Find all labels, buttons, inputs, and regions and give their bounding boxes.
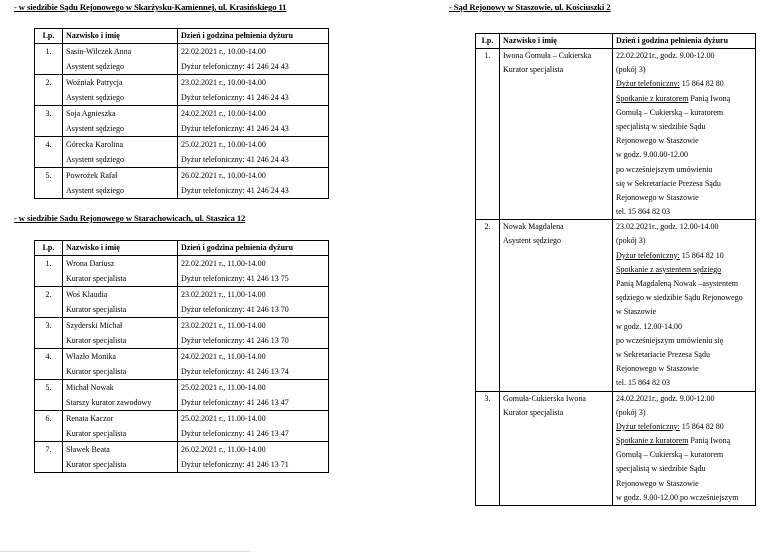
duty-line-text: sędziego w siedzibie Sądu Rejonowego — [616, 293, 743, 303]
person-cell — [63, 318, 178, 349]
duty-line-underlined: Dyżur telefoniczny: — [616, 79, 680, 89]
duty-line-text: 15 864 82 10 — [679, 250, 724, 260]
header-name: Nazwisko i imię — [63, 29, 178, 44]
person-role: Asystent sędziego — [66, 62, 124, 71]
duty-phone: Dyżur telefoniczny: 41 246 24 43 — [181, 93, 289, 102]
section-title-starachowice: - w siedzibie Sadu Rejonowego w Starachowicach, ul. Staszica 12 — [14, 213, 246, 223]
person-name: Soja Agnieszka — [66, 109, 116, 118]
duty-line-text: 24.02.2021r., godz. 9.00-12.00 — [616, 393, 715, 403]
duty-line-text: Panią Iwoną — [688, 436, 731, 446]
person-role: Asystent sędziego — [66, 186, 124, 195]
duty-line — [616, 291, 752, 305]
duty-line — [616, 477, 752, 491]
duty-phone: Dyżur telefoniczny: 41 246 13 47 — [181, 398, 289, 407]
person-name: Górecka Karolina — [66, 140, 124, 149]
duty-line — [616, 205, 752, 219]
duty-phone: Dyżur telefoniczny: 41 246 13 70 — [181, 336, 289, 345]
duty-cell — [178, 106, 329, 137]
table-row — [476, 391, 756, 506]
duty-line-text: po wcześniejszym umówieniu — [616, 164, 713, 174]
duty-date: 26.02.2021 r., 11.00-14.00 — [181, 445, 266, 454]
table-row — [35, 411, 329, 442]
duty-line — [616, 420, 752, 434]
row-number: 4. — [35, 137, 63, 168]
person-cell — [63, 106, 178, 137]
person-name: Gomuła-Cukierska Iwona — [503, 393, 586, 403]
row-number: 1. — [35, 256, 63, 287]
duty-date: 23.02.2021 r., 10.00-14.00 — [181, 78, 266, 87]
row-number: 5. — [35, 168, 63, 199]
duty-date: 25.02.2021 r., 11.00-14.00 — [181, 414, 266, 423]
duty-line — [616, 120, 752, 134]
table-row — [35, 137, 329, 168]
header-name: Nazwisko i imię — [500, 34, 613, 49]
header-lp: Lp. — [35, 241, 63, 256]
duty-line-text: tel. 15 864 82 03 — [616, 378, 670, 388]
duty-line — [616, 406, 752, 420]
duty-line-underlined: Spotkanie z asystentem sędziego — [616, 264, 722, 274]
row-number: 7. — [35, 442, 63, 473]
duty-line-text: w Sekretariacie Prezesa Sądu — [616, 349, 710, 359]
duty-phone: Dyżur telefoniczny: 41 246 24 43 — [181, 155, 289, 164]
duty-cell — [178, 44, 329, 75]
duty-cell — [613, 49, 756, 220]
duty-date: 26.02.2021 r., 10.00-14.00 — [181, 171, 266, 180]
duty-line-text: Gomułą – Cukierską – kuratorem — [616, 107, 724, 117]
person-cell — [63, 287, 178, 318]
duty-line — [616, 92, 752, 106]
person-role: Starszy kurator zawodowy — [66, 398, 152, 407]
header-lp: Lp. — [476, 34, 500, 49]
duty-cell — [178, 380, 329, 411]
duty-line-underlined: Dyżur telefoniczny: — [616, 421, 680, 431]
duty-line — [616, 191, 752, 205]
duty-date: 25.02.2021 r., 11.00-14.00 — [181, 383, 266, 392]
duty-line-text: (pokój 3) — [616, 236, 646, 246]
duty-date: 24.02.2021 r., 10.00-14.00 — [181, 109, 266, 118]
duty-line — [616, 134, 752, 148]
row-number: 2. — [35, 287, 63, 318]
duty-line — [616, 392, 752, 406]
duty-phone: Dyżur telefoniczny: 41 246 24 43 — [181, 62, 289, 71]
person-name: Woś Klaudia — [66, 290, 108, 299]
person-role: Kurator specjalista — [66, 336, 127, 345]
duty-cell — [178, 318, 329, 349]
header-duty: Dzień i godzina pełnienia dyżuru — [613, 34, 756, 49]
duty-phone: Dyżur telefoniczny: 41 246 24 43 — [181, 124, 289, 133]
duty-date: 23.02.2021 r., 11.00-14.00 — [181, 321, 266, 330]
person-name: Michał Nowak — [66, 383, 114, 392]
table-row — [35, 75, 329, 106]
table-row — [35, 44, 329, 75]
duty-line — [616, 320, 752, 334]
duty-line-text: (pokój 3) — [616, 407, 646, 417]
duty-cell — [178, 256, 329, 287]
person-role: Kurator specjalista — [66, 367, 127, 376]
table-row — [35, 349, 329, 380]
table-row — [35, 380, 329, 411]
row-number: 4. — [35, 349, 63, 380]
duty-line-text: specjalistą w siedzibie Sądu — [616, 464, 706, 474]
row-number: 2. — [476, 220, 500, 391]
duty-cell — [178, 442, 329, 473]
duty-line-text: (pokój 3) — [616, 65, 646, 75]
duty-phone: Dyżur telefoniczny: 41 246 24 43 — [181, 186, 289, 195]
row-number: 2. — [35, 75, 63, 106]
person-role: Asystent sędziego — [66, 155, 124, 164]
duty-line — [616, 305, 752, 319]
duty-line — [616, 249, 752, 263]
person-name: Włazło Monika — [66, 352, 116, 361]
duty-date: 25.02.2021 r., 10.00-14.00 — [181, 140, 266, 149]
duty-date: 23.02.2021 r., 11.00-14.00 — [181, 290, 266, 299]
duty-line-text: 15 864 82 80 — [679, 421, 724, 431]
duty-cell — [613, 220, 756, 391]
duty-line — [616, 362, 752, 376]
person-cell — [63, 137, 178, 168]
section-title-skarzysko: - w siedzibie Sądu Rejonowego w Skarżysku-Kamiennej, ul. Krasińskiego 11 — [14, 2, 287, 12]
row-number: 5. — [35, 380, 63, 411]
person-role: Kurator specjalista — [66, 460, 127, 469]
duty-line — [616, 106, 752, 120]
duty-line-underlined: Dyżur telefoniczny: — [616, 250, 680, 260]
row-number: 6. — [35, 411, 63, 442]
duty-line-text: Rejonowego w Staszowie — [616, 364, 699, 374]
person-cell — [63, 168, 178, 199]
duty-phone: Dyżur telefoniczny: 41 246 13 75 — [181, 274, 289, 283]
duty-cell — [178, 168, 329, 199]
duty-phone: Dyżur telefoniczny: 41 246 13 70 — [181, 305, 289, 314]
duty-line-text: Rejonowego w Staszowie — [616, 192, 699, 202]
person-cell — [500, 391, 613, 506]
duty-line-text: się w Sekretariacie Prezesa Sądu — [616, 178, 721, 188]
table-row — [35, 256, 329, 287]
person-cell — [500, 220, 613, 391]
table-row — [35, 442, 329, 473]
section-title-staszow: - Sąd Rejonowy w Staszowie, ul. Kościuszki 2 — [449, 2, 611, 12]
person-role: Kurator specjalista — [503, 65, 564, 75]
duty-cell — [178, 137, 329, 168]
header-name: Nazwisko i imię — [63, 241, 178, 256]
duty-line-text: 15 864 82 80 — [679, 79, 724, 89]
duty-line — [616, 491, 752, 505]
header-lp: Lp. — [35, 29, 63, 44]
person-cell — [500, 49, 613, 220]
header-duty: Dzień i godzina pełnienia dyżuru — [178, 241, 329, 256]
duty-line — [616, 77, 752, 91]
duty-line-text: 23.02.2021r., godz. 12.00-14.00 — [616, 222, 719, 232]
person-name: Powrożek Rafał — [66, 171, 118, 180]
person-role: Asystent sędziego — [66, 124, 124, 133]
person-role: Asystent sędziego — [503, 236, 561, 246]
duty-line-text: w godz. 9.00.00-12.00 — [616, 150, 688, 160]
duty-line — [616, 448, 752, 462]
duty-line — [616, 49, 752, 63]
person-name: Sławek Beata — [66, 445, 110, 454]
duty-line-text: Panią Iwoną — [688, 93, 731, 103]
duty-line-underlined: Spotkanie z kuratorem — [616, 93, 689, 103]
duty-line-text: Rejonowego w Staszowie — [616, 478, 699, 488]
person-name: Sasin-Wilczek Anna — [66, 47, 132, 56]
person-name: Iwona Gomuła – Cukierska — [503, 51, 592, 60]
duty-line-text: specjalistą w siedzibie Sądu — [616, 121, 706, 131]
duty-line — [616, 462, 752, 476]
duty-line — [616, 148, 752, 162]
person-role: Asystent sędziego — [66, 93, 124, 102]
table-row — [476, 220, 756, 391]
duty-cell — [613, 391, 756, 506]
person-name: Renata Kaczor — [66, 414, 114, 423]
duty-line — [616, 277, 752, 291]
duty-phone: Dyżur telefoniczny: 41 246 13 47 — [181, 429, 289, 438]
person-name: Wrona Dariusz — [66, 259, 115, 268]
duty-phone: Dyżur telefoniczny: 41 246 13 74 — [181, 367, 289, 376]
row-number: 1. — [35, 44, 63, 75]
duty-cell — [178, 75, 329, 106]
person-cell — [63, 380, 178, 411]
person-role: Kurator specjalista — [66, 274, 127, 283]
duty-line — [616, 376, 752, 390]
duty-line — [616, 348, 752, 362]
duty-line — [616, 220, 752, 234]
person-cell — [63, 75, 178, 106]
table-row — [35, 106, 329, 137]
row-number: 3. — [476, 391, 500, 506]
duty-line — [616, 163, 752, 177]
duty-line — [616, 177, 752, 191]
person-cell — [63, 411, 178, 442]
duty-cell — [178, 287, 329, 318]
duty-line — [616, 434, 752, 448]
person-name: Woźniak Patrycja — [66, 78, 123, 87]
row-number: 3. — [35, 318, 63, 349]
duty-line-text: Panią Magdaleną Nowak –asystentem — [616, 279, 738, 288]
person-cell — [63, 256, 178, 287]
duty-line-text: w godz. 9.00-12.00 po wcześniejszym — [616, 492, 739, 502]
person-name: Szyderski Michał — [66, 321, 123, 330]
person-cell — [63, 44, 178, 75]
person-name: Nowak Magdalena — [503, 222, 564, 232]
table-row — [35, 168, 329, 199]
duty-cell — [178, 349, 329, 380]
table-row — [35, 287, 329, 318]
table-row — [35, 318, 329, 349]
person-role: Kurator specjalista — [66, 305, 127, 314]
duty-line-text: Gomułą – Cukierską – kuratorem — [616, 450, 724, 460]
table-starachowice — [34, 240, 329, 473]
page-divider — [0, 551, 250, 552]
row-number: 3. — [35, 106, 63, 137]
table-skarzysko — [34, 28, 329, 199]
person-role: Kurator specjalista — [503, 407, 564, 417]
table-staszow — [475, 33, 756, 506]
duty-date: 24.02.2021 r., 11.00-14.00 — [181, 352, 266, 361]
duty-line-text: w godz. 12.00-14.00 — [616, 321, 682, 331]
duty-line — [616, 263, 752, 277]
duty-line-underlined: Spotkanie z kuratorem — [616, 436, 689, 446]
duty-date: 22.02.2021 r., 11.00-14.00 — [181, 259, 266, 268]
duty-date: 22.02.2021 r., 10.00-14.00 — [181, 47, 266, 56]
row-number: 1. — [476, 49, 500, 220]
duty-line-text: po wcześniejszym umówieniu się — [616, 335, 724, 345]
duty-phone: Dyżur telefoniczny: 41 246 13 71 — [181, 460, 289, 469]
person-role: Kurator specjalista — [66, 429, 127, 438]
duty-line — [616, 334, 752, 348]
header-duty: Dzień i godzina pełnienia dyżuru — [178, 29, 329, 44]
person-cell — [63, 349, 178, 380]
duty-cell — [178, 411, 329, 442]
duty-line-text: w Staszowie — [616, 307, 657, 317]
duty-line — [616, 234, 752, 248]
table-row — [476, 49, 756, 220]
duty-line-text: Rejonowego w Staszowie — [616, 136, 699, 146]
person-cell — [63, 442, 178, 473]
duty-line-text: tel. 15 864 82 03 — [616, 207, 670, 217]
duty-line-text: 22.02.2021r., godz. 9.00-12.00 — [616, 51, 715, 60]
duty-line — [616, 63, 752, 77]
